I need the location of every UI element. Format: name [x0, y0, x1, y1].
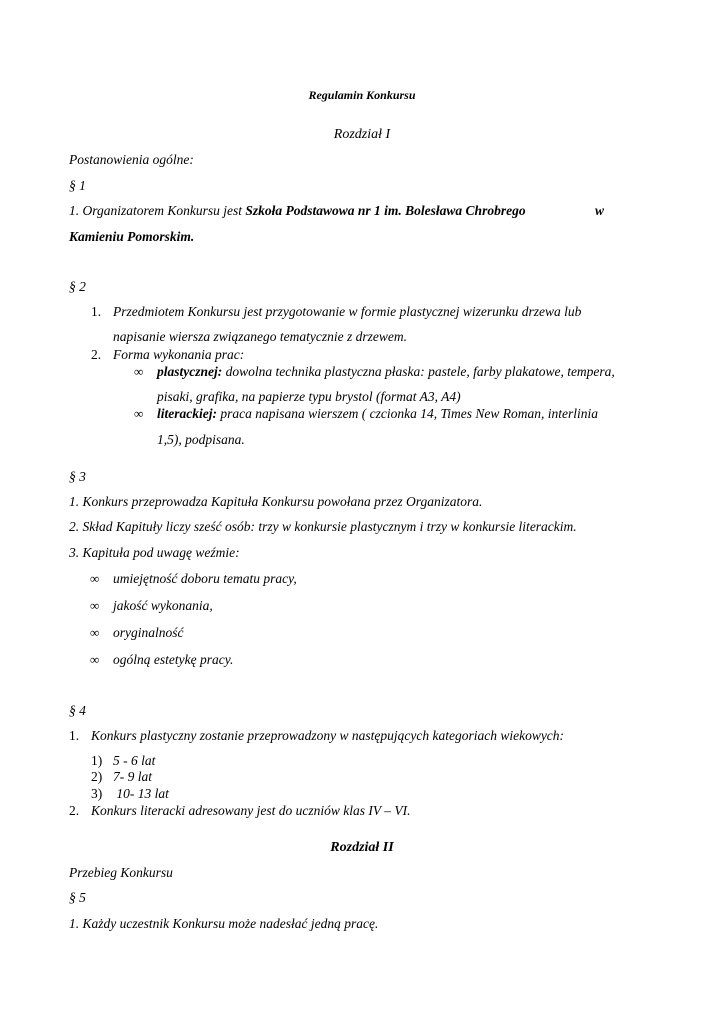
bullet-infinity-icon: ∞	[90, 571, 100, 586]
section-2-item1-line2: napisanie wiersza związanego tematycznie z drzewem.	[113, 329, 407, 344]
section-5-sign: § 5	[69, 890, 86, 905]
section-2-item1-line1: Przedmiotem Konkursu jest przygotowanie w formie plastycznej wizerunku drzewa lub	[113, 304, 582, 319]
section-2-sub2-label: literackiej:	[157, 406, 217, 421]
section-3-p2: 2. Skład Kapituły liczy sześć osób: trzy w konkursie plastycznym i trzy w konkursie literackim.	[69, 519, 577, 534]
section-1-w: w	[595, 203, 605, 218]
section-1-organizer: Szkoła Podstawowa nr 1 im. Bolesława Chrobrego	[245, 203, 526, 218]
section-3-sign: § 3	[69, 469, 86, 484]
section-1-sign: § 1	[69, 178, 86, 193]
bullet-infinity-icon: ∞	[90, 652, 100, 667]
section-3-criterion: oryginalność	[113, 625, 184, 640]
section-2-sub1-label: plastycznej:	[157, 364, 223, 379]
chapter-1-heading: Postanowienia ogólne:	[69, 152, 194, 167]
section-4-item2-number: 2.	[69, 803, 80, 818]
bullet-infinity-icon: ∞	[134, 406, 144, 421]
section-3-p3: 3. Kapituła pod uwagę weźmie:	[69, 545, 240, 560]
section-2-sub2-text: praca napisana wierszem ( czcionka 14, Times New Roman, interlinia	[220, 406, 598, 421]
section-2-sign: § 2	[69, 279, 86, 294]
section-1-prefix: 1. Organizatorem Konkursu jest	[69, 203, 243, 218]
section-1-line1	[69, 202, 526, 220]
section-4-item2-text: Konkurs literacki adresowany jest do uczniów klas IV – VI.	[91, 803, 411, 818]
section-5-p1: 1. Każdy uczestnik Konkursu może nadesłać jedną pracę.	[69, 916, 379, 931]
section-3-p1: 1. Konkurs przeprowadza Kapituła Konkursu powołana przez Organizatora.	[69, 494, 483, 509]
section-2-item2-number: 2.	[91, 347, 102, 362]
bullet-infinity-icon: ∞	[134, 364, 144, 379]
category-number: 2)	[91, 769, 103, 784]
chapter-2-heading: Przebieg Konkursu	[69, 865, 173, 880]
section-1-location: Kamieniu Pomorskim.	[69, 229, 195, 244]
section-2-sub1-text: dowolna technika plastyczna płaska: pastele, farby plakatowe, tempera,	[225, 364, 615, 379]
section-2-sub1-line2: pisaki, grafika, na papierze typu brystol (format A3, A4)	[157, 389, 461, 404]
section-4-item1-number: 1.	[69, 728, 80, 743]
chapter-1-title: Rozdział I	[333, 127, 391, 142]
section-2-sub2-line2: 1,5), podpisana.	[157, 432, 245, 447]
section-3-criterion: ogólną estetykę pracy.	[113, 652, 234, 667]
bullet-infinity-icon: ∞	[90, 598, 100, 613]
category-text: 5 - 6 lat	[113, 753, 156, 768]
chapter-2-title: Rozdział II	[330, 840, 394, 855]
section-4-sign: § 4	[69, 703, 86, 718]
section-2-sub1-line1	[157, 363, 615, 381]
section-2-item1-number: 1.	[91, 304, 102, 319]
bullet-infinity-icon: ∞	[90, 625, 100, 640]
section-4-item1-text: Konkurs plastyczny zostanie przeprowadzony w następujących kategoriach wiekowych:	[91, 728, 565, 743]
category-number: 3)	[91, 786, 103, 801]
section-3-criterion: umiejętność doboru tematu pracy,	[113, 571, 297, 586]
category-number: 1)	[91, 753, 103, 768]
section-3-criterion: jakość wykonania,	[113, 598, 213, 613]
category-text: 7- 9 lat	[113, 769, 152, 784]
section-2-item2-text: Forma wykonania prac:	[113, 347, 245, 362]
section-2-sub2-line1	[157, 405, 598, 423]
category-text: 10- 13 lat	[113, 786, 169, 801]
document-title: Regulamin Konkursu	[308, 88, 416, 102]
